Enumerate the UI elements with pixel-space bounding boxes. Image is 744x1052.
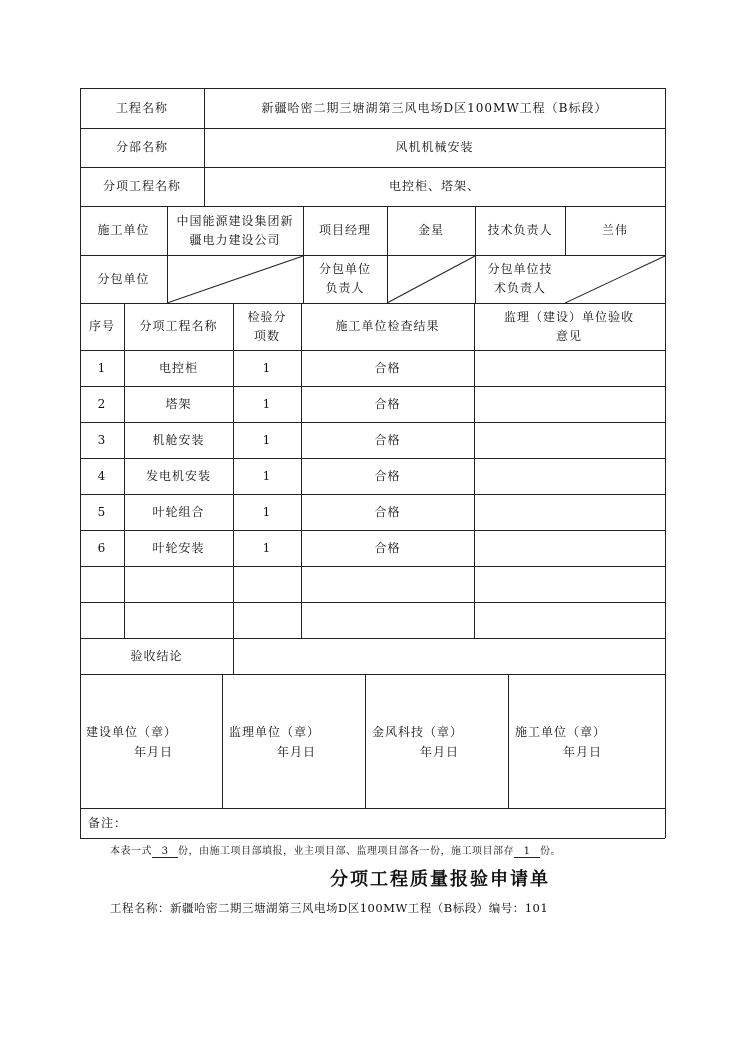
table-row-count: 1: [262, 360, 272, 375]
pm-label: 项目经理: [318, 223, 371, 237]
signature-owner: [86, 722, 218, 762]
table-row-name: 叶轮组合: [152, 504, 205, 519]
signature-contractor: [515, 722, 661, 762]
diagonal-slash: [387, 255, 476, 304]
footnote-keep: 1: [514, 846, 540, 858]
table-row-count: 1: [262, 468, 272, 483]
diagonal-slash: [565, 255, 666, 304]
tech-label: 技术负责人: [487, 223, 553, 237]
table-row-result: 合格: [374, 504, 401, 519]
table-row-result: 合格: [374, 396, 401, 411]
col-count: 检验分项数: [247, 309, 287, 343]
table-row-result: 合格: [374, 432, 401, 447]
table-row-no: 1: [97, 360, 107, 375]
table-row-no: 3: [97, 432, 107, 447]
signature-goldwind: [372, 722, 504, 762]
pm-value: 金星: [417, 223, 444, 237]
remarks-label: 备注：: [88, 816, 128, 830]
contractor-value: 中国能源建设集团新疆电力建设公司: [176, 213, 294, 247]
footnote-part1: 本表一式: [110, 846, 152, 857]
tech-value: 兰伟: [601, 223, 628, 237]
table-row-name: 发电机安装: [145, 468, 211, 483]
table-row-name: 塔架: [165, 396, 192, 411]
footnote: [110, 842, 561, 858]
form-title: 分项工程质量报验申请单: [330, 869, 550, 890]
table-row-no: 2: [97, 396, 107, 411]
table-row-count: 1: [262, 504, 272, 519]
diagonal-slash: [167, 255, 304, 304]
subitem-label: 分项工程名称: [102, 179, 181, 193]
division-label: 分部名称: [115, 140, 168, 154]
table-row-result: 合格: [374, 360, 401, 375]
division-value: 风机机械安装: [395, 140, 474, 154]
table-row-count: 1: [262, 432, 272, 447]
project-name-label: 工程名称: [115, 100, 168, 115]
footnote-part2: 份，由施工项目部填报，业主项目部、监理项目部各一份，施工项目部存: [178, 846, 514, 857]
contractor-label: 施工单位: [97, 223, 150, 237]
col-result: 施工单位检查结果: [335, 319, 440, 333]
footnote-part3: 份。: [540, 846, 561, 857]
signature-label: 建设单位（章）: [86, 725, 178, 739]
signature-supervisor: [229, 722, 361, 762]
table-row-no: 4: [97, 468, 107, 483]
table-row-no: 5: [97, 504, 107, 519]
signature-date: 年月日: [420, 745, 460, 759]
signature-date: 年月日: [563, 745, 603, 759]
subitem-value: 电控柜、塔架、: [388, 179, 480, 193]
col-opinion: 监理（建设）单位验收意见: [503, 309, 634, 343]
table-row-name: 机舱安装: [152, 432, 205, 447]
col-no: 序号: [88, 319, 115, 333]
table-row-count: 1: [262, 540, 272, 555]
project-name-value: 新疆哈密二期三塘湖第三风电场D区100MW工程（B标段）: [261, 100, 608, 115]
signature-label: 金风科技（章）: [372, 725, 464, 739]
table-row-result: 合格: [374, 468, 401, 483]
table-row-name: 电控柜: [158, 360, 198, 375]
table-row-count: 1: [262, 396, 272, 411]
footnote-copies: 3: [152, 846, 178, 858]
signature-date: 年月日: [134, 745, 174, 759]
signature-label: 施工单位（章）: [515, 725, 607, 739]
table-row-name: 叶轮安装: [152, 540, 205, 555]
conclusion-label: 验收结论: [130, 648, 183, 663]
signature-label: 监理单位（章）: [229, 725, 321, 739]
table-row-no: 6: [97, 540, 107, 555]
col-name: 分项工程名称: [139, 319, 218, 333]
sub-label: 分包单位: [97, 271, 150, 286]
signature-date: 年月日: [277, 745, 317, 759]
sub-tech-label: 分包单位技术负责人: [487, 262, 553, 295]
sub-resp-label: 分包单位负责人: [318, 262, 371, 295]
table-row-result: 合格: [374, 540, 401, 555]
bottom-project-line: 工程名称：新疆哈密二期三塘湖第三风电场D区100MW工程（B标段）编号：101: [110, 901, 549, 915]
